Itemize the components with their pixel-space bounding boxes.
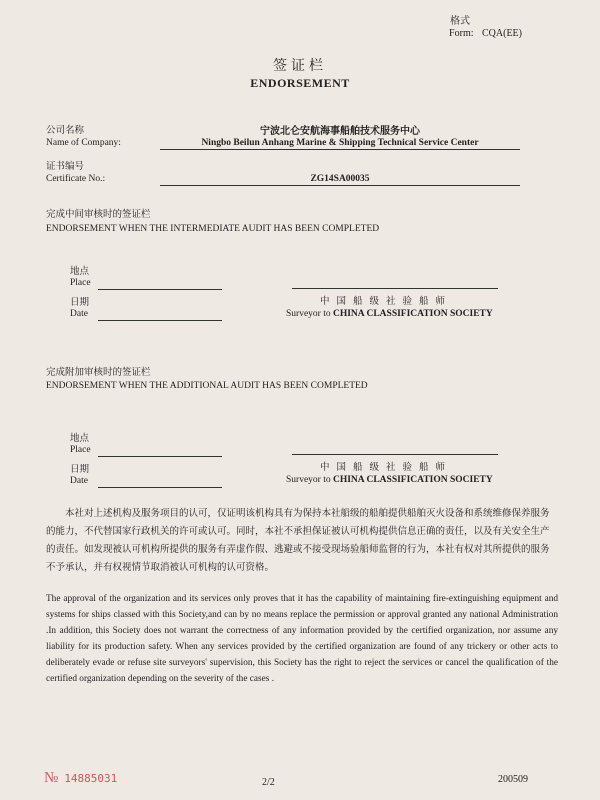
intermediate-society: CHINA CLASSIFICATION SOCIETY <box>332 309 493 319</box>
form-code-value: CQA(EE) <box>482 28 522 39</box>
certificate-label-cn: 证书编号 <box>46 162 85 172</box>
form-edition-code: 200509 <box>498 774 528 785</box>
additional-surveyor-cn: 中国船级社验船师 <box>320 463 453 473</box>
serial-mark: № <box>44 770 59 786</box>
additional-place-cn: 地点 <box>70 434 90 444</box>
additional-heading-cn: 完成附加审核时的签证栏 <box>46 368 151 378</box>
additional-society: CHINA CLASSIFICATION SOCIETY <box>332 475 493 485</box>
additional-place-line <box>98 456 222 457</box>
serial-value: 14885031 <box>64 772 118 785</box>
certificate-label-en: Certificate No.: <box>46 174 106 184</box>
statement-en: The approval of the organization and its services only proves that it has the capability of maintaining fire-extinguishing equipment and systems for ships classed with this Society,and can by no means replace the permission or approval granted any national Administration .In addition, this Society does not warrant the correctness of any information provided by the certified organization, nor assume any liability for its production safety. When any services provided by the certified organization are found of any trickery or other acts to deliberately evade or refuse site surveyors' supervision, this Society has the right to reject the services or cancel the qualification of the certified organization depending on the severity of the cases . <box>46 594 558 684</box>
additional-surveyor-en <box>286 475 493 485</box>
intermediate-heading-en: ENDORSEMENT WHEN THE INTERMEDIATE AUDIT HAS BEEN COMPLETED <box>46 224 380 234</box>
form-code <box>449 28 522 39</box>
company-name-en: Ningbo Beilun Anhang Marine & Shipping Technical Service Center <box>160 138 520 150</box>
intermediate-date-cn: 日期 <box>70 298 90 308</box>
statement-cn: 本社对上述机构及服务项目的认可，仅证明该机构具有为保持本社船级的船舶提供船舶灭火设备和系统维修保养服务的能力，不代替国家行政机关的许可或认可。同时，本社不承担保证被认可机构提供信息正确的责任，以及有关安全生产的责任。如发现被认可机构所提供的服务有弄虚作假、逃避或不接受现场验船师监督的行为，本社有权对其所提供的服务不予承认，并有权视情节取消被认可机构的认可资格。 <box>46 509 550 573</box>
additional-date-cn: 日期 <box>70 465 90 475</box>
intermediate-date-en: Date <box>70 309 88 319</box>
page-number: 2/2 <box>262 777 275 788</box>
intermediate-surveyor-cn: 中国船级社验船师 <box>320 297 453 307</box>
intermediate-place-line <box>98 289 222 290</box>
additional-place-en: Place <box>70 445 91 455</box>
intermediate-signature-line <box>292 288 498 289</box>
title-cn: 签证栏 <box>273 59 327 74</box>
additional-date-en: Date <box>70 476 88 486</box>
additional-signature-line <box>292 454 498 455</box>
additional-surveyor-to: Surveyor to <box>286 475 331 485</box>
intermediate-place-cn: 地点 <box>70 267 90 277</box>
form-label-en: Form: <box>449 28 474 39</box>
company-name-cn: 宁波北仑安航海事船舶技术服务中心 <box>260 126 420 137</box>
intermediate-date-line <box>98 320 222 321</box>
intermediate-surveyor-to: Surveyor to <box>286 309 331 319</box>
intermediate-surveyor-en <box>286 309 493 319</box>
company-label-cn: 公司名称 <box>46 126 85 136</box>
additional-date-line <box>98 487 222 488</box>
intermediate-heading-cn: 完成中间审核时的签证栏 <box>46 210 151 220</box>
title-en: ENDORSEMENT <box>250 76 350 90</box>
serial-number <box>44 770 117 787</box>
company-label-en: Name of Company: <box>46 138 121 148</box>
form-label-cn: 格式 <box>450 16 470 27</box>
intermediate-place-en: Place <box>70 278 91 288</box>
additional-heading-en: ENDORSEMENT WHEN THE ADDITIONAL AUDIT HAS BEEN COMPLETED <box>46 381 368 391</box>
certificate-number: ZG14SA00035 <box>160 174 520 186</box>
